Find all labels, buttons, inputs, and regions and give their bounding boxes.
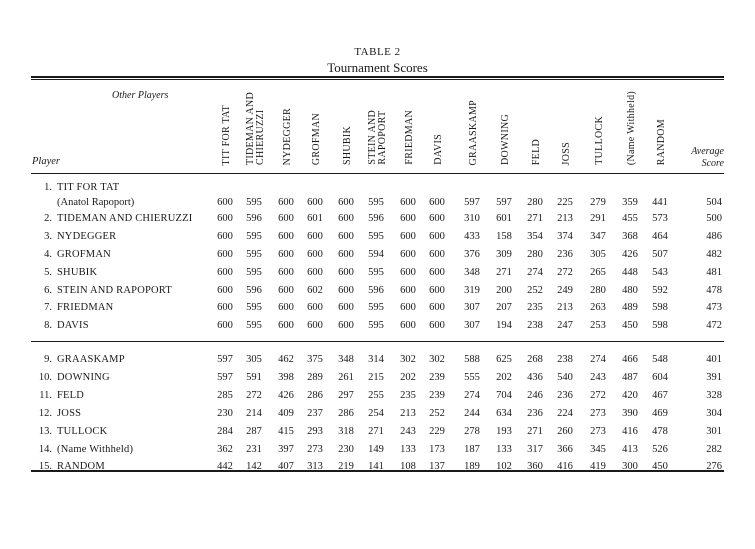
player-author: (Anatol Rapoport) [57, 197, 135, 208]
average-score: 304 [706, 408, 722, 419]
average-score: 282 [706, 444, 722, 455]
score-cell: 252 [527, 285, 543, 296]
score-cell: 236 [557, 249, 573, 260]
score-cell: 397 [278, 444, 294, 455]
score-cell: 600 [307, 249, 323, 260]
score-cell: 141 [368, 461, 384, 472]
score-cell: 596 [368, 213, 384, 224]
score-cell: 280 [590, 285, 606, 296]
score-cell: 478 [652, 426, 668, 437]
score-cell: 354 [527, 231, 543, 242]
score-cell: 600 [429, 302, 445, 313]
average-score: 481 [706, 267, 722, 278]
row-rank: 1. [44, 182, 52, 193]
score-cell: 230 [338, 444, 354, 455]
score-cell: 142 [246, 461, 262, 472]
score-cell: 252 [429, 408, 445, 419]
average-score: 473 [706, 302, 722, 313]
score-cell: 244 [464, 408, 480, 419]
score-cell: 313 [307, 461, 323, 472]
score-cell: 173 [429, 444, 445, 455]
score-cell: 487 [622, 372, 638, 383]
score-cell: 595 [246, 267, 262, 278]
row-rank: 7. [44, 302, 52, 313]
player-name: STEIN AND RAPOPORT [57, 285, 172, 296]
average-score: 472 [706, 320, 722, 331]
score-cell: 595 [368, 267, 384, 278]
score-cell: 600 [307, 197, 323, 208]
score-cell: 213 [557, 302, 573, 313]
player-name: TIT FOR TAT [57, 182, 120, 193]
score-cell: 286 [338, 408, 354, 419]
score-cell: 307 [464, 302, 480, 313]
average-score-header: Average Score [691, 146, 724, 169]
row-rank: 2. [44, 213, 52, 224]
score-cell: 416 [557, 461, 573, 472]
score-cell: 272 [557, 267, 573, 278]
score-cell: 600 [429, 249, 445, 260]
score-cell: 287 [246, 426, 262, 437]
score-cell: 319 [464, 285, 480, 296]
row-rank: 15. [38, 461, 52, 472]
score-cell: 591 [246, 372, 262, 383]
score-cell: 280 [527, 197, 543, 208]
score-cell: 272 [590, 390, 606, 401]
other-players-label: Other Players [112, 90, 169, 101]
row-rank: 14. [38, 444, 52, 455]
score-cell: 238 [527, 320, 543, 331]
score-cell: 595 [368, 302, 384, 313]
column-header: FRIEDMAN [404, 110, 415, 165]
player-name: DAVIS [57, 320, 89, 331]
score-cell: 255 [368, 390, 384, 401]
score-cell: 239 [429, 372, 445, 383]
score-cell: 600 [400, 213, 416, 224]
score-cell: 573 [652, 213, 668, 224]
average-score: 328 [706, 390, 722, 401]
score-cell: 604 [652, 372, 668, 383]
average-score: 391 [706, 372, 722, 383]
score-cell: 600 [338, 249, 354, 260]
player-name: TULLOCK [57, 426, 108, 437]
score-cell: 202 [400, 372, 416, 383]
score-cell: 600 [429, 267, 445, 278]
score-cell: 462 [278, 354, 294, 365]
score-cell: 600 [400, 249, 416, 260]
score-cell: 229 [429, 426, 445, 437]
column-header: NYDEGGER [282, 107, 293, 165]
score-cell: 390 [622, 408, 638, 419]
score-cell: 309 [496, 249, 512, 260]
score-cell: 600 [278, 213, 294, 224]
score-cell: 133 [400, 444, 416, 455]
score-cell: 293 [307, 426, 323, 437]
score-cell: 600 [307, 267, 323, 278]
column-header: DAVIS [433, 134, 444, 165]
column-header: TIDEMAN AND CHIERUZZI [245, 91, 266, 165]
score-cell: 272 [246, 390, 262, 401]
score-cell: 595 [246, 320, 262, 331]
score-cell: 376 [464, 249, 480, 260]
score-cell: 597 [496, 197, 512, 208]
score-cell: 284 [217, 426, 233, 437]
score-cell: 359 [622, 197, 638, 208]
score-cell: 238 [557, 354, 573, 365]
score-cell: 268 [527, 354, 543, 365]
score-cell: 274 [527, 267, 543, 278]
score-cell: 540 [557, 372, 573, 383]
row-rank: 11. [39, 390, 52, 401]
score-cell: 305 [246, 354, 262, 365]
score-cell: 374 [557, 231, 573, 242]
score-cell: 409 [278, 408, 294, 419]
average-score: 276 [706, 461, 722, 472]
table-number: TABLE 2 [354, 46, 401, 58]
score-cell: 108 [400, 461, 416, 472]
player-column-label: Player [32, 156, 60, 167]
score-cell: 347 [590, 231, 606, 242]
score-cell: 450 [652, 461, 668, 472]
row-rank: 4. [44, 249, 52, 260]
score-cell: 366 [557, 444, 573, 455]
score-cell: 235 [400, 390, 416, 401]
score-cell: 133 [496, 444, 512, 455]
score-cell: 526 [652, 444, 668, 455]
score-cell: 102 [496, 461, 512, 472]
score-cell: 348 [464, 267, 480, 278]
score-cell: 426 [278, 390, 294, 401]
score-cell: 214 [246, 408, 262, 419]
score-cell: 600 [429, 320, 445, 331]
score-cell: 194 [496, 320, 512, 331]
column-header: JOSS [561, 141, 572, 165]
score-cell: 625 [496, 354, 512, 365]
score-cell: 273 [590, 408, 606, 419]
score-cell: 413 [622, 444, 638, 455]
score-cell: 600 [338, 231, 354, 242]
score-cell: 368 [622, 231, 638, 242]
score-cell: 600 [400, 267, 416, 278]
score-cell: 600 [338, 302, 354, 313]
score-cell: 595 [246, 249, 262, 260]
player-name: (Name Withheld) [57, 444, 134, 455]
row-rank: 6. [44, 285, 52, 296]
score-cell: 345 [590, 444, 606, 455]
score-cell: 243 [590, 372, 606, 383]
score-cell: 596 [368, 285, 384, 296]
score-cell: 600 [429, 197, 445, 208]
score-cell: 596 [246, 285, 262, 296]
player-name: NYDEGGER [57, 231, 117, 242]
score-cell: 224 [557, 408, 573, 419]
score-cell: 600 [400, 302, 416, 313]
score-cell: 200 [496, 285, 512, 296]
score-cell: 595 [246, 231, 262, 242]
score-cell: 149 [368, 444, 384, 455]
score-cell: 448 [622, 267, 638, 278]
score-cell: 305 [590, 249, 606, 260]
row-rank: 3. [44, 231, 52, 242]
column-header: STEIN AND RAPOPORT [367, 110, 388, 165]
score-cell: 317 [527, 444, 543, 455]
score-cell: 441 [652, 197, 668, 208]
score-cell: 271 [527, 213, 543, 224]
score-cell: 189 [464, 461, 480, 472]
score-cell: 215 [368, 372, 384, 383]
score-cell: 274 [590, 354, 606, 365]
score-cell: 300 [622, 461, 638, 472]
row-rank: 8. [44, 320, 52, 331]
score-cell: 595 [368, 231, 384, 242]
score-cell: 600 [278, 249, 294, 260]
score-cell: 278 [464, 426, 480, 437]
score-cell: 137 [429, 461, 445, 472]
score-cell: 433 [464, 231, 480, 242]
score-cell: 600 [217, 231, 233, 242]
score-cell: 600 [429, 285, 445, 296]
score-cell: 273 [307, 444, 323, 455]
score-cell: 600 [278, 267, 294, 278]
score-cell: 467 [652, 390, 668, 401]
score-cell: 588 [464, 354, 480, 365]
score-cell: 601 [496, 213, 512, 224]
score-cell: 600 [278, 285, 294, 296]
score-cell: 600 [400, 285, 416, 296]
score-cell: 596 [246, 213, 262, 224]
score-cell: 548 [652, 354, 668, 365]
average-score: 500 [706, 213, 722, 224]
column-header: FELD [531, 138, 542, 165]
score-cell: 398 [278, 372, 294, 383]
score-cell: 601 [307, 213, 323, 224]
column-header: TIT FOR TAT [221, 104, 232, 165]
score-cell: 600 [278, 197, 294, 208]
score-cell: 600 [338, 285, 354, 296]
player-name: GROFMAN [57, 249, 111, 260]
score-cell: 314 [368, 354, 384, 365]
row-rank: 10. [38, 372, 52, 383]
score-cell: 236 [557, 390, 573, 401]
score-cell: 597 [217, 372, 233, 383]
column-header: GROFMAN [311, 112, 322, 165]
score-cell: 634 [496, 408, 512, 419]
score-cell: 592 [652, 285, 668, 296]
score-cell: 247 [557, 320, 573, 331]
average-score: 478 [706, 285, 722, 296]
score-cell: 279 [590, 197, 606, 208]
score-cell: 236 [527, 408, 543, 419]
score-cell: 600 [338, 197, 354, 208]
score-cell: 239 [429, 390, 445, 401]
score-cell: 253 [590, 320, 606, 331]
score-cell: 307 [464, 320, 480, 331]
player-name: DOWNING [57, 372, 110, 383]
score-cell: 442 [217, 461, 233, 472]
top-rule [31, 76, 724, 78]
score-cell: 600 [400, 197, 416, 208]
score-cell: 285 [217, 390, 233, 401]
score-cell: 249 [557, 285, 573, 296]
score-cell: 246 [527, 390, 543, 401]
score-cell: 600 [338, 267, 354, 278]
score-cell: 466 [622, 354, 638, 365]
score-cell: 415 [278, 426, 294, 437]
score-cell: 543 [652, 267, 668, 278]
score-cell: 158 [496, 231, 512, 242]
score-cell: 260 [557, 426, 573, 437]
average-score: 486 [706, 231, 722, 242]
score-cell: 375 [307, 354, 323, 365]
score-cell: 207 [496, 302, 512, 313]
score-cell: 426 [622, 249, 638, 260]
score-cell: 600 [307, 231, 323, 242]
score-cell: 230 [217, 408, 233, 419]
player-name: TIDEMAN AND CHIERUZZI [57, 213, 193, 224]
score-cell: 416 [622, 426, 638, 437]
row-rank: 5. [44, 267, 52, 278]
score-cell: 602 [307, 285, 323, 296]
player-name: JOSS [57, 408, 82, 419]
top-rule-thin [31, 79, 724, 80]
score-cell: 600 [338, 213, 354, 224]
score-cell: 600 [307, 320, 323, 331]
score-cell: 297 [338, 390, 354, 401]
score-cell: 286 [307, 390, 323, 401]
score-cell: 219 [338, 461, 354, 472]
player-name: FRIEDMAN [57, 302, 114, 313]
group-divider-rule [31, 341, 724, 342]
column-header: DOWNING [500, 114, 511, 165]
score-cell: 600 [217, 320, 233, 331]
column-header: (Name Withheld) [626, 90, 637, 165]
score-cell: 600 [400, 231, 416, 242]
average-score: 504 [706, 197, 722, 208]
score-cell: 407 [278, 461, 294, 472]
score-cell: 243 [400, 426, 416, 437]
header-rule [31, 173, 724, 174]
average-score: 482 [706, 249, 722, 260]
score-cell: 360 [527, 461, 543, 472]
score-cell: 600 [278, 302, 294, 313]
score-cell: 274 [464, 390, 480, 401]
score-cell: 225 [557, 197, 573, 208]
score-cell: 455 [622, 213, 638, 224]
average-score: 401 [706, 354, 722, 365]
score-cell: 555 [464, 372, 480, 383]
score-cell: 450 [622, 320, 638, 331]
row-rank: 9. [44, 354, 52, 365]
score-cell: 271 [496, 267, 512, 278]
score-cell: 600 [217, 302, 233, 313]
score-cell: 600 [217, 285, 233, 296]
score-cell: 597 [217, 354, 233, 365]
score-cell: 600 [217, 249, 233, 260]
row-rank: 12. [38, 408, 52, 419]
score-cell: 598 [652, 302, 668, 313]
player-name: RANDOM [57, 461, 105, 472]
score-cell: 595 [368, 197, 384, 208]
score-cell: 289 [307, 372, 323, 383]
table-title: Tournament Scores [327, 60, 428, 75]
score-cell: 600 [217, 267, 233, 278]
score-cell: 600 [338, 320, 354, 331]
score-cell: 598 [652, 320, 668, 331]
score-cell: 271 [527, 426, 543, 437]
score-cell: 265 [590, 267, 606, 278]
player-name: FELD [57, 390, 85, 401]
score-cell: 595 [246, 197, 262, 208]
score-cell: 436 [527, 372, 543, 383]
column-header: RANDOM [656, 118, 667, 165]
score-cell: 469 [652, 408, 668, 419]
score-cell: 261 [338, 372, 354, 383]
score-cell: 271 [368, 426, 384, 437]
score-cell: 464 [652, 231, 668, 242]
score-cell: 213 [400, 408, 416, 419]
score-cell: 419 [590, 461, 606, 472]
score-cell: 235 [527, 302, 543, 313]
score-cell: 213 [557, 213, 573, 224]
score-cell: 273 [590, 426, 606, 437]
score-cell: 704 [496, 390, 512, 401]
score-cell: 254 [368, 408, 384, 419]
score-cell: 489 [622, 302, 638, 313]
score-cell: 600 [429, 213, 445, 224]
score-cell: 420 [622, 390, 638, 401]
score-cell: 237 [307, 408, 323, 419]
score-cell: 202 [496, 372, 512, 383]
column-header: TULLOCK [594, 116, 605, 165]
score-cell: 302 [429, 354, 445, 365]
score-cell: 600 [217, 213, 233, 224]
score-cell: 480 [622, 285, 638, 296]
player-name: GRAASKAMP [57, 354, 125, 365]
score-cell: 193 [496, 426, 512, 437]
score-cell: 263 [590, 302, 606, 313]
score-cell: 187 [464, 444, 480, 455]
player-name: SHUBIK [57, 267, 98, 278]
score-cell: 302 [400, 354, 416, 365]
average-score: 301 [706, 426, 722, 437]
score-cell: 348 [338, 354, 354, 365]
score-cell: 595 [368, 320, 384, 331]
score-cell: 600 [217, 197, 233, 208]
score-cell: 507 [652, 249, 668, 260]
column-header: SHUBIK [342, 125, 353, 165]
score-cell: 231 [246, 444, 262, 455]
score-cell: 594 [368, 249, 384, 260]
score-cell: 291 [590, 213, 606, 224]
score-cell: 600 [307, 302, 323, 313]
score-cell: 600 [400, 320, 416, 331]
score-cell: 597 [464, 197, 480, 208]
score-cell: 600 [278, 320, 294, 331]
score-cell: 318 [338, 426, 354, 437]
column-header: GRAASKAMP [468, 99, 479, 165]
row-rank: 13. [38, 426, 52, 437]
score-cell: 600 [429, 231, 445, 242]
score-cell: 310 [464, 213, 480, 224]
score-cell: 280 [527, 249, 543, 260]
score-cell: 600 [278, 231, 294, 242]
score-cell: 362 [217, 444, 233, 455]
score-cell: 595 [246, 302, 262, 313]
